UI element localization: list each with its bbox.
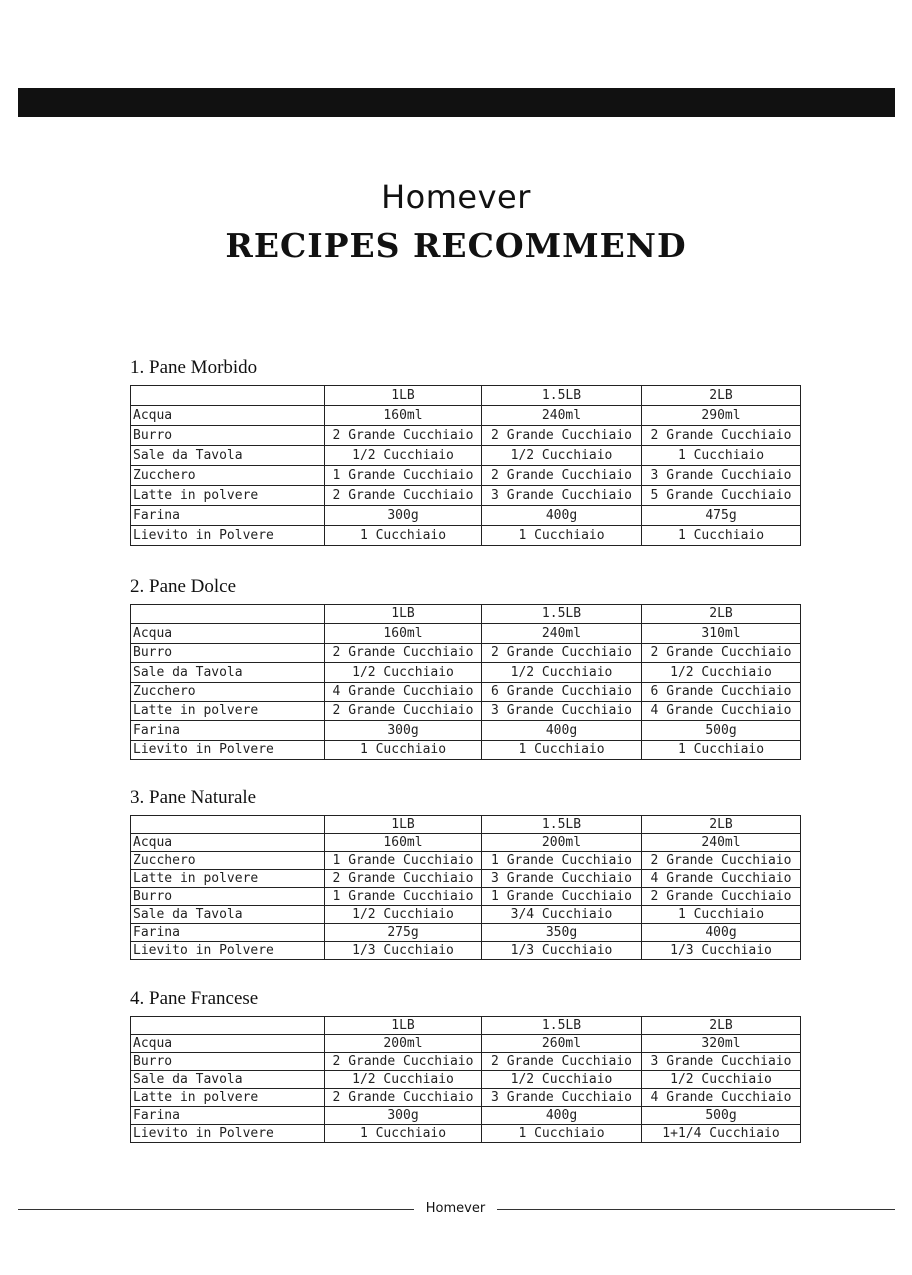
quantity-cell: 240ml [482,406,642,426]
quantity-cell: 2 Grande Cucchiaio [325,486,482,506]
ingredient-cell: Sale da Tavola [131,446,325,466]
ingredient-cell [131,605,325,624]
quantity-cell: 1 Cucchiaio [325,526,482,546]
quantity-cell: 2 Grande Cucchiaio [325,643,482,662]
table-row [131,1071,801,1089]
quantity-cell: 2 Grande Cucchiaio [642,852,801,870]
quantity-cell: 200ml [325,1035,482,1053]
quantity-cell: 160ml [325,624,482,643]
ingredient-cell: Sale da Tavola [131,663,325,682]
quantity-cell: 2 Grande Cucchiaio [325,701,482,720]
quantity-cell: 4 Grande Cucchiaio [642,870,801,888]
quantity-cell: 1/2 Cucchiaio [482,446,642,466]
quantity-cell: 240ml [642,834,801,852]
quantity-cell: 320ml [642,1035,801,1053]
quantity-cell: 300g [325,721,482,740]
quantity-cell: 1.5LB [482,816,642,834]
recipe-section-3 [130,787,800,960]
table-header-row [131,386,801,406]
quantity-cell: 6 Grande Cucchiaio [642,682,801,701]
recipe-table [130,604,801,760]
table-row [131,942,801,960]
ingredient-cell [131,1017,325,1035]
quantity-cell: 1.5LB [482,386,642,406]
ingredient-cell: Acqua [131,834,325,852]
quantity-cell: 1 Grande Cucchiaio [482,888,642,906]
quantity-cell: 400g [482,1107,642,1125]
ingredient-cell: Farina [131,1107,325,1125]
table-row [131,446,801,466]
table-row [131,834,801,852]
quantity-cell: 1 Cucchiaio [482,526,642,546]
recipe-table [130,385,801,546]
quantity-cell: 1.5LB [482,605,642,624]
quantity-cell: 1LB [325,816,482,834]
table-row [131,682,801,701]
quantity-cell: 4 Grande Cucchiaio [642,1089,801,1107]
table-row [131,526,801,546]
quantity-cell: 2 Grande Cucchiaio [642,888,801,906]
table-row [131,870,801,888]
quantity-cell: 1 Grande Cucchiaio [325,852,482,870]
ingredient-cell: Acqua [131,1035,325,1053]
ingredient-cell: Latte in polvere [131,486,325,506]
table-row [131,406,801,426]
quantity-cell: 2 Grande Cucchiaio [325,1053,482,1071]
quantity-cell: 240ml [482,624,642,643]
table-row [131,506,801,526]
table-header-row [131,605,801,624]
recipe-section-2 [130,576,800,760]
quantity-cell: 475g [642,506,801,526]
recipe-heading: 1. Pane Morbido [130,357,258,378]
ingredient-cell: Lievito in Polvere [131,526,325,546]
quantity-cell: 5 Grande Cucchiaio [642,486,801,506]
table-header-row [131,1017,801,1035]
recipe-table [130,815,801,960]
quantity-cell: 3 Grande Cucchiaio [642,1053,801,1071]
quantity-cell: 1/3 Cucchiaio [642,942,801,960]
quantity-cell: 500g [642,721,801,740]
table-row [131,643,801,662]
quantity-cell: 1+1/4 Cucchiaio [642,1125,801,1143]
table-row [131,486,801,506]
recipe-heading: 2. Pane Dolce [130,576,237,597]
quantity-cell: 3/4 Cucchiaio [482,906,642,924]
quantity-cell: 2 Grande Cucchiaio [325,1089,482,1107]
quantity-cell: 2 Grande Cucchiaio [482,466,642,486]
recipe-section-1 [130,357,800,546]
quantity-cell: 400g [482,506,642,526]
quantity-cell: 1 Cucchiaio [482,740,642,759]
quantity-cell: 1 Grande Cucchiaio [325,888,482,906]
ingredient-cell: Farina [131,506,325,526]
quantity-cell: 1/2 Cucchiaio [642,1071,801,1089]
quantity-cell: 4 Grande Cucchiaio [325,682,482,701]
quantity-cell: 290ml [642,406,801,426]
recipe-section-4 [130,988,800,1143]
ingredient-cell: Latte in polvere [131,701,325,720]
quantity-cell: 160ml [325,834,482,852]
quantity-cell: 1LB [325,605,482,624]
recipe-heading: 4. Pane Francese [130,988,259,1009]
ingredient-cell: Zucchero [131,852,325,870]
quantity-cell: 1 Cucchiaio [642,906,801,924]
quantity-cell: 2 Grande Cucchiaio [642,643,801,662]
table-row [131,740,801,759]
quantity-cell: 2LB [642,816,801,834]
quantity-cell: 1 Cucchiaio [642,740,801,759]
brand-logo: Homever [381,178,531,216]
table-row [131,924,801,942]
ingredient-cell: Farina [131,721,325,740]
ingredient-cell: Sale da Tavola [131,906,325,924]
ingredient-cell: Lievito in Polvere [131,740,325,759]
ingredient-cell: Latte in polvere [131,1089,325,1107]
quantity-cell: 1 Cucchiaio [642,526,801,546]
footer-divider-right [497,1209,895,1210]
ingredient-cell: Burro [131,643,325,662]
quantity-cell: 2 Grande Cucchiaio [325,426,482,446]
table-row [131,701,801,720]
quantity-cell: 3 Grande Cucchiaio [482,1089,642,1107]
ingredient-cell: Acqua [131,406,325,426]
table-row [131,1035,801,1053]
quantity-cell: 400g [482,721,642,740]
quantity-cell: 300g [325,506,482,526]
ingredient-cell: Zucchero [131,466,325,486]
table-row [131,721,801,740]
quantity-cell: 2LB [642,1017,801,1035]
quantity-cell: 2 Grande Cucchiaio [482,1053,642,1071]
table-row [131,888,801,906]
quantity-cell: 3 Grande Cucchiaio [482,486,642,506]
quantity-cell: 1/2 Cucchiaio [325,906,482,924]
quantity-cell: 275g [325,924,482,942]
table-row [131,1107,801,1125]
quantity-cell: 1 Grande Cucchiaio [325,466,482,486]
header-bar [18,88,895,117]
quantity-cell: 2LB [642,386,801,406]
table-row [131,1089,801,1107]
quantity-cell: 1/2 Cucchiaio [482,663,642,682]
table-row [131,906,801,924]
table-row [131,1125,801,1143]
quantity-cell: 1/2 Cucchiaio [482,1071,642,1089]
ingredient-cell [131,386,325,406]
ingredient-cell: Acqua [131,624,325,643]
quantity-cell: 2LB [642,605,801,624]
quantity-cell: 4 Grande Cucchiaio [642,701,801,720]
quantity-cell: 1LB [325,386,482,406]
table-row [131,852,801,870]
quantity-cell: 2 Grande Cucchiaio [482,643,642,662]
ingredient-cell: Burro [131,888,325,906]
quantity-cell: 1/2 Cucchiaio [642,663,801,682]
quantity-cell: 1 Cucchiaio [325,1125,482,1143]
quantity-cell: 1/3 Cucchiaio [482,942,642,960]
table-row [131,624,801,643]
quantity-cell: 400g [642,924,801,942]
table-row [131,1053,801,1071]
page-title: RECIPES RECOMMEND [225,226,687,265]
quantity-cell: 2 Grande Cucchiaio [482,426,642,446]
quantity-cell: 1/3 Cucchiaio [325,942,482,960]
quantity-cell: 2 Grande Cucchiaio [642,426,801,446]
ingredient-cell [131,816,325,834]
table-row [131,466,801,486]
table-row [131,426,801,446]
table-row [131,663,801,682]
ingredient-cell: Burro [131,1053,325,1071]
ingredient-cell: Sale da Tavola [131,1071,325,1089]
quantity-cell: 1/2 Cucchiaio [325,1071,482,1089]
quantity-cell: 1 Grande Cucchiaio [482,852,642,870]
quantity-cell: 1/2 Cucchiaio [325,446,482,466]
table-header-row [131,816,801,834]
quantity-cell: 160ml [325,406,482,426]
footer-brand: Homever [425,1201,486,1216]
quantity-cell: 2 Grande Cucchiaio [325,870,482,888]
quantity-cell: 350g [482,924,642,942]
quantity-cell: 1.5LB [482,1017,642,1035]
quantity-cell: 200ml [482,834,642,852]
quantity-cell: 1 Cucchiaio [325,740,482,759]
quantity-cell: 300g [325,1107,482,1125]
quantity-cell: 6 Grande Cucchiaio [482,682,642,701]
ingredient-cell: Burro [131,426,325,446]
quantity-cell: 3 Grande Cucchiaio [482,701,642,720]
quantity-cell: 3 Grande Cucchiaio [642,466,801,486]
footer-divider-left [18,1209,414,1210]
quantity-cell: 260ml [482,1035,642,1053]
ingredient-cell: Latte in polvere [131,870,325,888]
quantity-cell: 310ml [642,624,801,643]
ingredient-cell: Lievito in Polvere [131,942,325,960]
recipe-heading: 3. Pane Naturale [130,787,257,808]
quantity-cell: 1 Cucchiaio [482,1125,642,1143]
ingredient-cell: Lievito in Polvere [131,1125,325,1143]
recipe-table [130,1016,801,1143]
quantity-cell: 1/2 Cucchiaio [325,663,482,682]
ingredient-cell: Farina [131,924,325,942]
quantity-cell: 3 Grande Cucchiaio [482,870,642,888]
quantity-cell: 500g [642,1107,801,1125]
quantity-cell: 1LB [325,1017,482,1035]
quantity-cell: 1 Cucchiaio [642,446,801,466]
ingredient-cell: Zucchero [131,682,325,701]
